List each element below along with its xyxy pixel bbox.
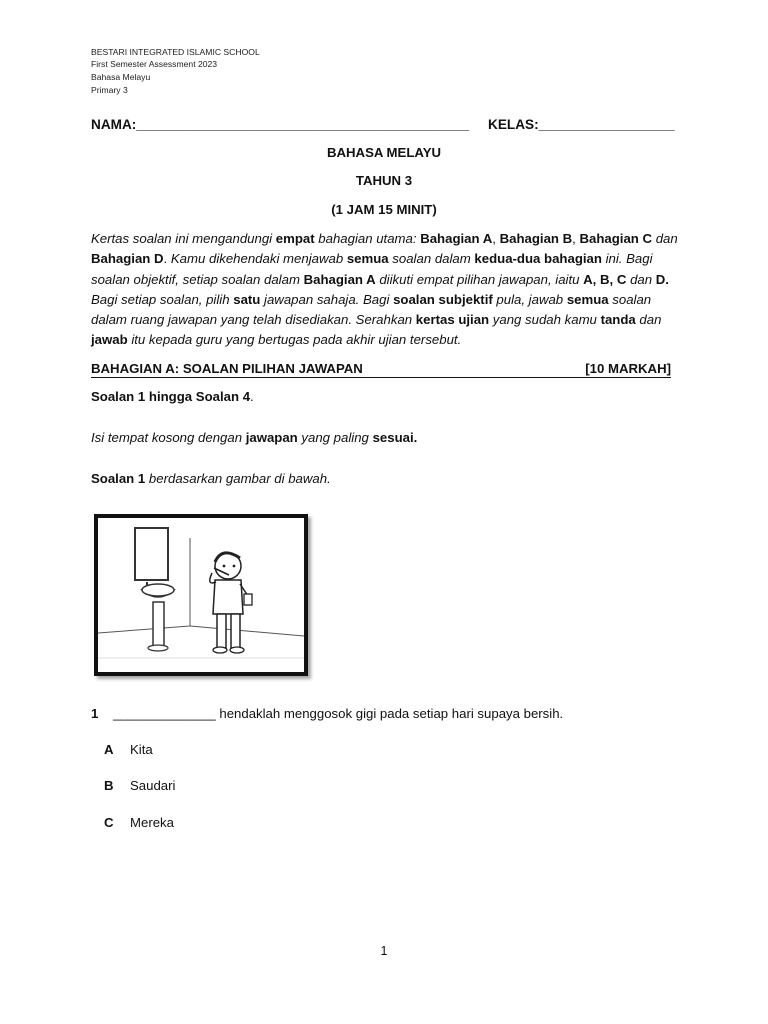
option-letter: C bbox=[104, 815, 114, 830]
option-letter: A bbox=[104, 742, 114, 757]
subject-name: Bahasa Melayu bbox=[91, 72, 151, 82]
instructions-paragraph: Kertas soalan ini mengandungi empat bahagian utama: Bahagian A, Bahagian B, Bahagian C dan Bahagian D. Kamu dikehendaki menjawab semua soalan dalam kedua-dua bahagian ini. Bagi soalan objektif, setiap soalan dalam Bahagian A diikuti empat pilihan jawapan, iaitu A, B, C dan D. Bagi setiap soalan, pilih satu jawapan sahaja. Bagi soalan subjektif pula, jawab semua soalan dalam ruang jawapan yang telah disediakan. Serahkan kertas ujian yang sudah kamu tanda dan jawab itu kepada guru yang bertugas pada akhir ujian tersebut. bbox=[91, 231, 678, 348]
kelas-field[interactable]: KELAS:__________________ bbox=[488, 117, 675, 132]
section-a-header bbox=[91, 361, 671, 378]
option-text: Saudari bbox=[130, 778, 176, 793]
option-text: Kita bbox=[130, 742, 153, 757]
assessment-name: First Semester Assessment 2023 bbox=[91, 59, 218, 69]
section-a-title: BAHAGIAN A: SOALAN PILIHAN JAWAPAN bbox=[91, 361, 363, 376]
grade-level: Primary 3 bbox=[91, 85, 128, 95]
question-picture bbox=[94, 514, 308, 676]
answer-blank: ______________ bbox=[113, 706, 216, 721]
exam-year-title: TAHUN 3 bbox=[355, 173, 413, 188]
student-info-row bbox=[91, 117, 675, 132]
option-text: Mereka bbox=[130, 815, 174, 830]
exam-subject-title: BAHASA MELAYU bbox=[326, 145, 442, 160]
nama-field[interactable]: NAMA:____________________________________________ bbox=[91, 117, 469, 132]
section-instruction: Isi tempat kosong dengan jawapan yang paling sesuai. bbox=[91, 430, 418, 445]
question-1 bbox=[91, 706, 563, 721]
section-a-marks: [10 MARKAH] bbox=[585, 361, 671, 376]
page-number: 1 bbox=[380, 944, 388, 958]
question-number: 1 bbox=[91, 706, 99, 721]
school-name: BESTARI INTEGRATED ISLAMIC SCHOOL bbox=[91, 47, 260, 57]
question-range: Soalan 1 hingga Soalan 4. bbox=[91, 389, 254, 404]
question-reference: Soalan 1 berdasarkan gambar di bawah. bbox=[91, 471, 331, 486]
exam-duration: (1 JAM 15 MINIT) bbox=[331, 202, 437, 217]
boy-brushing-teeth-icon bbox=[98, 518, 304, 672]
option-letter: B bbox=[104, 778, 114, 793]
question-text: hendaklah menggosok gigi pada setiap hari supaya bersih. bbox=[219, 706, 564, 721]
